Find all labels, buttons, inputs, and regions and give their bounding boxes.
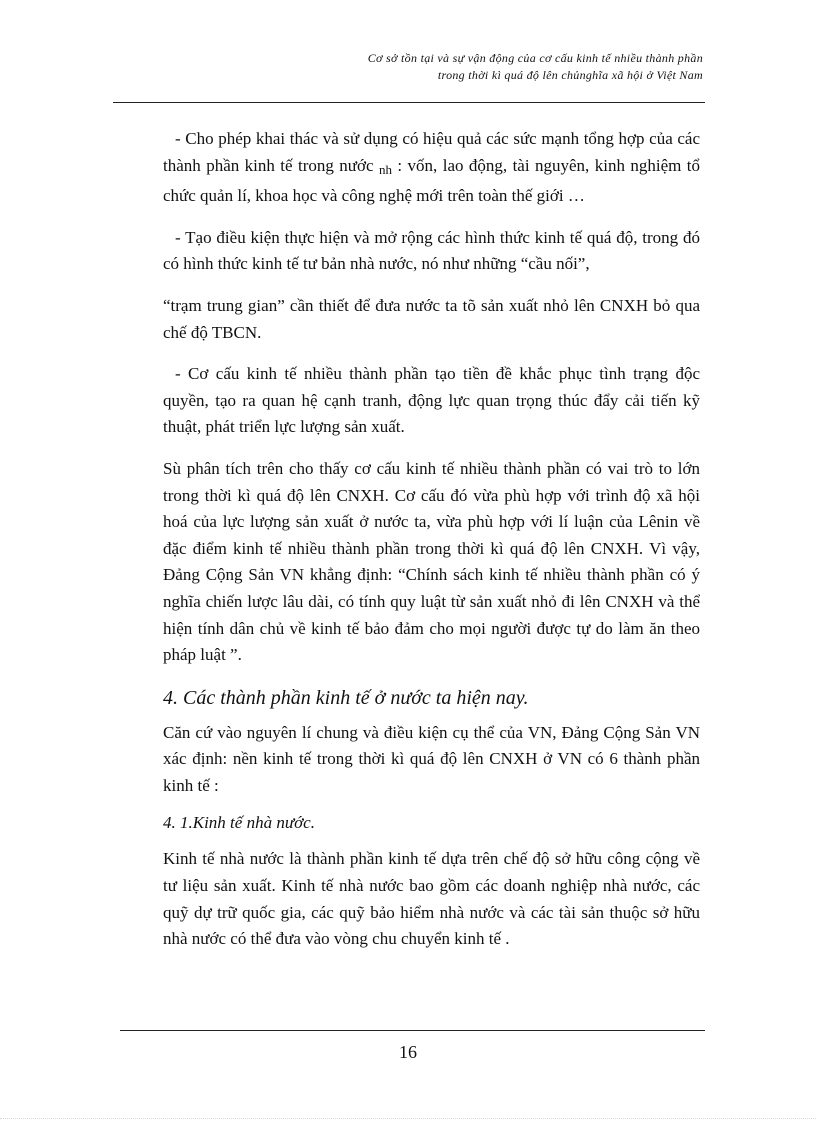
page-number: 16	[399, 1042, 417, 1062]
paragraph-1-end: : vốn, lao động, tài nguyên, kinh nghiệm tổ chức quản lí, khoa học và công nghệ mới trên toàn thế giới …	[163, 155, 700, 206]
section-heading: 4. Các thành phần kinh tế ở nước ta hiện nay.	[163, 686, 529, 709]
body-text	[163, 126, 700, 953]
header-rule	[113, 102, 705, 103]
subsection-heading: 4. 1.Kinh tế nhà nước.	[163, 813, 315, 833]
paragraph-7: Kinh tế nhà nước là thành phần kinh tế dựa trên chế độ sở hữu công cộng về tư liệu sản xuất. Kinh tế nhà nước bao gồm các doanh nghiệp nhà nước, các quỹ dự trữ quốc gia, các quỹ bảo hiểm nhà nước và các tài sản thuộc sở hữu nhà nước có thể đưa vào vòng chu chuyển kinh tế .	[163, 849, 700, 949]
paragraph-1-subscript: nh	[378, 161, 392, 177]
footer-rule	[120, 1030, 705, 1031]
paragraph-3: “trạm trung gian” cần thiết để đưa nước ta tõ sản xuất nhỏ lên CNXH bỏ qua chế độ TBCN.	[163, 295, 700, 342]
paragraph-4: - Cơ cấu kinh tế nhiều thành phần tạo tiền đề khắc phục tình trạng độc quyền, tạo ra quan hệ cạnh tranh, động lực quan trọng thúc đẩy cải tiến kỹ thuật, phát triển lực lượng sản xuất.	[163, 364, 700, 437]
paragraph-1-text: - Cho phép khai thác và sử dụng có hiệu quả các sức mạnh tổng hợp của các thành phần kinh tế trong nước	[163, 129, 700, 175]
header-line-2: trong thời kì quá độ lên chủnghĩa xã hội ở Việt Nam	[437, 68, 703, 82]
header-line-1: Cơ sở tồn tại và sự vận động của cơ cấu kinh tế nhiều thành phần	[367, 51, 703, 65]
paragraph-6: Căn cứ vào nguyên lí chung và điều kiện cụ thể của VN, Đảng Cộng Sản VN xác định: nền kinh tế trong thời kì quá độ lên CNXH ở VN có 6 thành phần kinh tế :	[163, 722, 700, 795]
paragraph-1	[163, 126, 700, 210]
running-header	[200, 50, 703, 84]
paragraph-5: Sù phân tích trên cho thấy cơ cấu kinh tế nhiều thành phần có vai trò to lớn trong thời kì quá độ lên CNXH. Cơ cấu đó vừa phù hợp với trình độ xã hội hoá của lực lượng sản xuất ở nước ta, vừa phù hợp với lí luận của Lênin về đặc điểm kinh tế nhiều thành phần trong thời kì quá độ lên CNXH. Vì vậy, Đảng Cộng Sản VN khẳng định: “Chính sách kinh tế nhiều thành phần có ý nghĩa chiến lược lâu dài, có tính quy luật từ sản xuất nhỏ đi lên CNXH và thể hiện tính dân chủ về kinh tế bảo đảm cho mọi người được tự do làm ăn theo pháp luật ”.	[163, 458, 700, 665]
page-edge-divider	[0, 1118, 816, 1119]
paragraph-2: - Tạo điều kiện thực hiện và mở rộng các hình thức kinh tế quá độ, trong đó có hình thức kinh tế tư bản nhà nước, nó như những “cầu nối”,	[163, 227, 700, 274]
